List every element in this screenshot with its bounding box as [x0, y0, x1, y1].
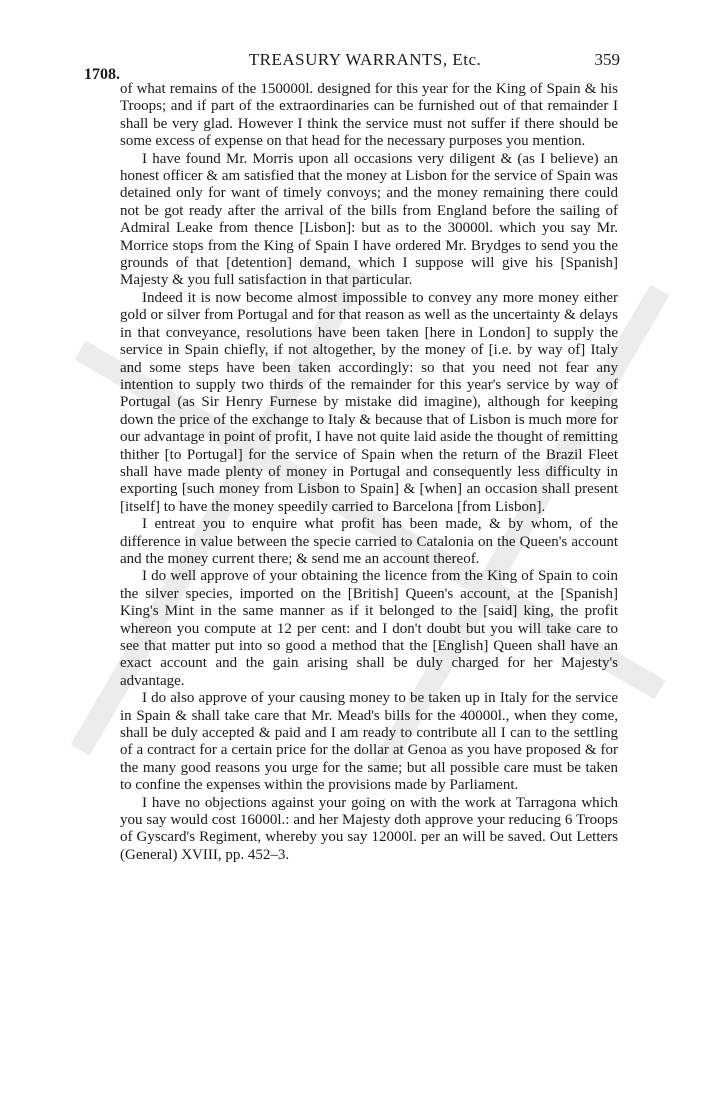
body-text [120, 81, 618, 864]
page-number: 359 [594, 50, 620, 69]
paragraph: I entreat you to enquire what profit has been made, & by whom, of the difference in value between the specie carried to Catalonia on the Queen's account and the money current there; & send me an account thereof. [120, 516, 618, 567]
paragraph: I have no objections against your going on with the work at Tarragona which you say would cost 16000l.: and her Majesty doth approve your reducing 6 Troops of Gyscard's Regiment, whereby you say 12000l. per an will be saved. Out Letters (General) XVIII, pp. 452–3. [120, 794, 618, 863]
paragraph: I do well approve of your obtaining the licence from the King of Spain to coin the silver species, imported on the [British] Queen's account, at the [Spanish] King's Mint in the same manner as if it belonged to the [said] king, the profit whereon you compute at 12 per cent: and I don't doubt but you will take care to see that matter put into so good a method that the [English] Queen shall have an exact account and the gain arising shall be duly charged for her Majesty's advantage. [120, 568, 618, 689]
page-header [110, 50, 620, 72]
margin-year: 1708. [84, 66, 120, 83]
paragraph: of what remains of the 150000l. designed for this year for the King of Spain & his Troops; and if part of the extraordinaries can be furnished out of that remainder I shall be very glad. However I think the service must not suffer if there should be some excess of expense on that head for the necessary purposes you mention. [120, 81, 618, 150]
paragraph: I have found Mr. Morris upon all occasions very diligent & (as I believe) an honest officer & am satisfied that the money at Lisbon for the service of Spain was detained only for want of timely convoys; and the money remaining there could not be got ready after the arrival of the bills from England before the sailing of Admiral Leake from thence [Lisbon]: but as to the 30000l. which you say Mr. Morrice stops from the King of Spain I have ordered Mr. Brydges to send you the grounds of that [detention] demand, which I suppose will give his [Spanish] Majesty & you full satisfaction in that particular. [120, 150, 618, 289]
paragraph: I do also approve of your causing money to be taken up in Italy for the service in Spain & shall take care that Mr. Mead's bills for the 40000l., when they come, shall be duly accepted & paid and I am ready to contribute all I can to the settling of a contract for a certain price for the dollar at Genoa as you have proposed & for the many good reasons you urge for the same; but all possible care must be taken to confine the expenses within the provisions made by Parliament. [120, 690, 618, 794]
paragraph: Indeed it is now become almost impossible to convey any more money either gold or silver from Portugal and for that reason as well as the uncertainty & delays in that conveyance, resolutions have been taken [here in London] to supply the service in Spain chiefly, if not altogether, by the money of [i.e. by way of] Italy and some steps have been taken accordingly: so that you need not fear any intention to supply two thirds of the remainder for this year's service by way of Portugal (as Sir Henry Furnese by mistake did imagine), although for keeping down the price of the exchange to Italy & because that of Lisbon is much more for our advantage in point of profit, I have not quite laid aside the thought of remitting thither [to Portugal] for the service of Spain when the return of the Brazil Fleet shall have made plenty of money in Portugal and consequently less difficulty in exporting [such money from Lisbon to Spain] & [when] an occasion shall present [itself] to have the money speedily carried to Barcelona [from Lisbon]. [120, 289, 618, 515]
running-title: TREASURY WARRANTS, Etc. [248, 50, 482, 69]
